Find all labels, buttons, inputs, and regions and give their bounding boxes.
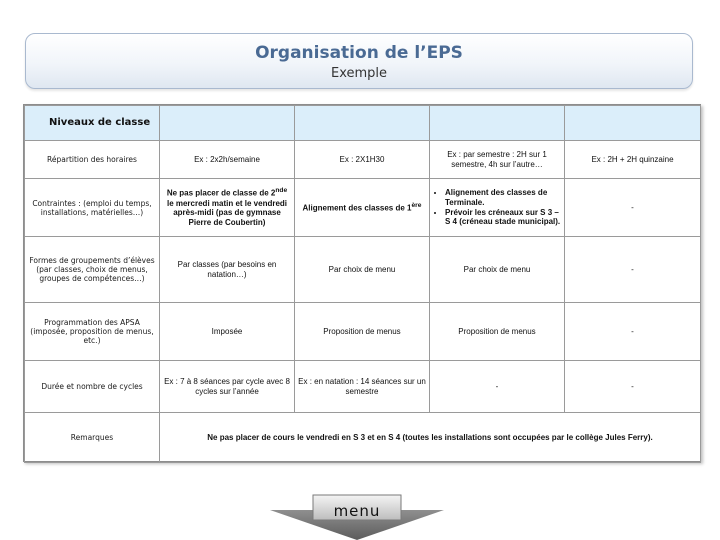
page-title: Organisation de l’EPS xyxy=(255,43,463,63)
list-item: • Prévoir les créneaux sur S 3 – S 4 (créneau stade municipal). xyxy=(445,208,561,227)
table-cell: Ex : en natation : 14 séances sur un semestre xyxy=(295,361,430,413)
cell-text: Alignement des classes de 1 xyxy=(302,203,412,213)
header-level-cell xyxy=(160,106,295,141)
table-header-row xyxy=(25,106,701,141)
row-label-programmation: Programmation des APSA (imposée, proposition de menus, etc.) xyxy=(25,303,160,361)
bullet-list xyxy=(433,188,561,226)
table-cell: Par choix de menu xyxy=(430,237,565,303)
menu-button-label: menu xyxy=(333,502,381,520)
organisation-table xyxy=(23,104,701,462)
table-cell: Par choix de menu xyxy=(295,237,430,303)
table-cell: Ex : par semestre : 2H sur 1 semestre, 4h sur l’autre… xyxy=(430,141,565,179)
table-cell: Imposée xyxy=(160,303,295,361)
table-cell: Ex : 7 à 8 séances par cycle avec 8 cycles sur l’année xyxy=(160,361,295,413)
header-level-cell xyxy=(565,106,701,141)
header-level-cell xyxy=(430,106,565,141)
row-label-groupements: Formes de groupements d’élèves (par classes, choix de menus, groupes de compétences…) xyxy=(25,237,160,303)
table-cell: - xyxy=(565,303,701,361)
table-row xyxy=(25,361,701,413)
header-levels-label: Niveaux de classe xyxy=(25,106,160,141)
table-cell xyxy=(430,179,565,237)
page-subtitle: Exemple xyxy=(330,66,388,81)
table-cell: - xyxy=(430,361,565,413)
row-label-horaires: Répartition des horaires xyxy=(25,141,160,179)
remarks-cell: Ne pas placer de cours le vendredi en S 3 et en S 4 (toutes les installations sont occupées par le collège Jules Ferry). xyxy=(160,413,701,463)
superscript: ère xyxy=(411,201,422,209)
table-cell: - xyxy=(565,361,701,413)
table-row xyxy=(25,413,701,463)
table-cell: Proposition de menus xyxy=(430,303,565,361)
cell-text: Ne pas placer de classe de 2 xyxy=(166,189,276,199)
list-item: • Alignement des classes de Terminale. xyxy=(445,188,561,207)
superscript: nde xyxy=(275,187,288,195)
row-label-contraintes: Contraintes : (emploi du temps, installations, matérielles…) xyxy=(25,179,160,237)
cell-text: le mercredi matin et le vendredi après-midi (pas de gymnase Pierre de Coubertin) xyxy=(166,198,288,227)
row-label-remarques: Remarques xyxy=(25,413,160,463)
table-cell: - xyxy=(565,237,701,303)
table-row xyxy=(25,237,701,303)
table-cell: Ex : 2x2h/semaine xyxy=(160,141,295,179)
table-cell xyxy=(160,179,295,237)
table-cell: - xyxy=(565,179,701,237)
table-row xyxy=(25,179,701,237)
row-label-duree: Durée et nombre de cycles xyxy=(25,361,160,413)
title-banner xyxy=(25,33,693,89)
menu-button[interactable] xyxy=(270,494,444,540)
table-row xyxy=(25,141,701,179)
table-cell: Ex : 2X1H30 xyxy=(295,141,430,179)
table-row xyxy=(25,303,701,361)
table-cell: Par classes (par besoins en natation…) xyxy=(160,237,295,303)
table-cell: Ex : 2H + 2H quinzaine xyxy=(565,141,701,179)
table-cell: Proposition de menus xyxy=(295,303,430,361)
table-cell xyxy=(295,179,430,237)
header-level-cell xyxy=(295,106,430,141)
